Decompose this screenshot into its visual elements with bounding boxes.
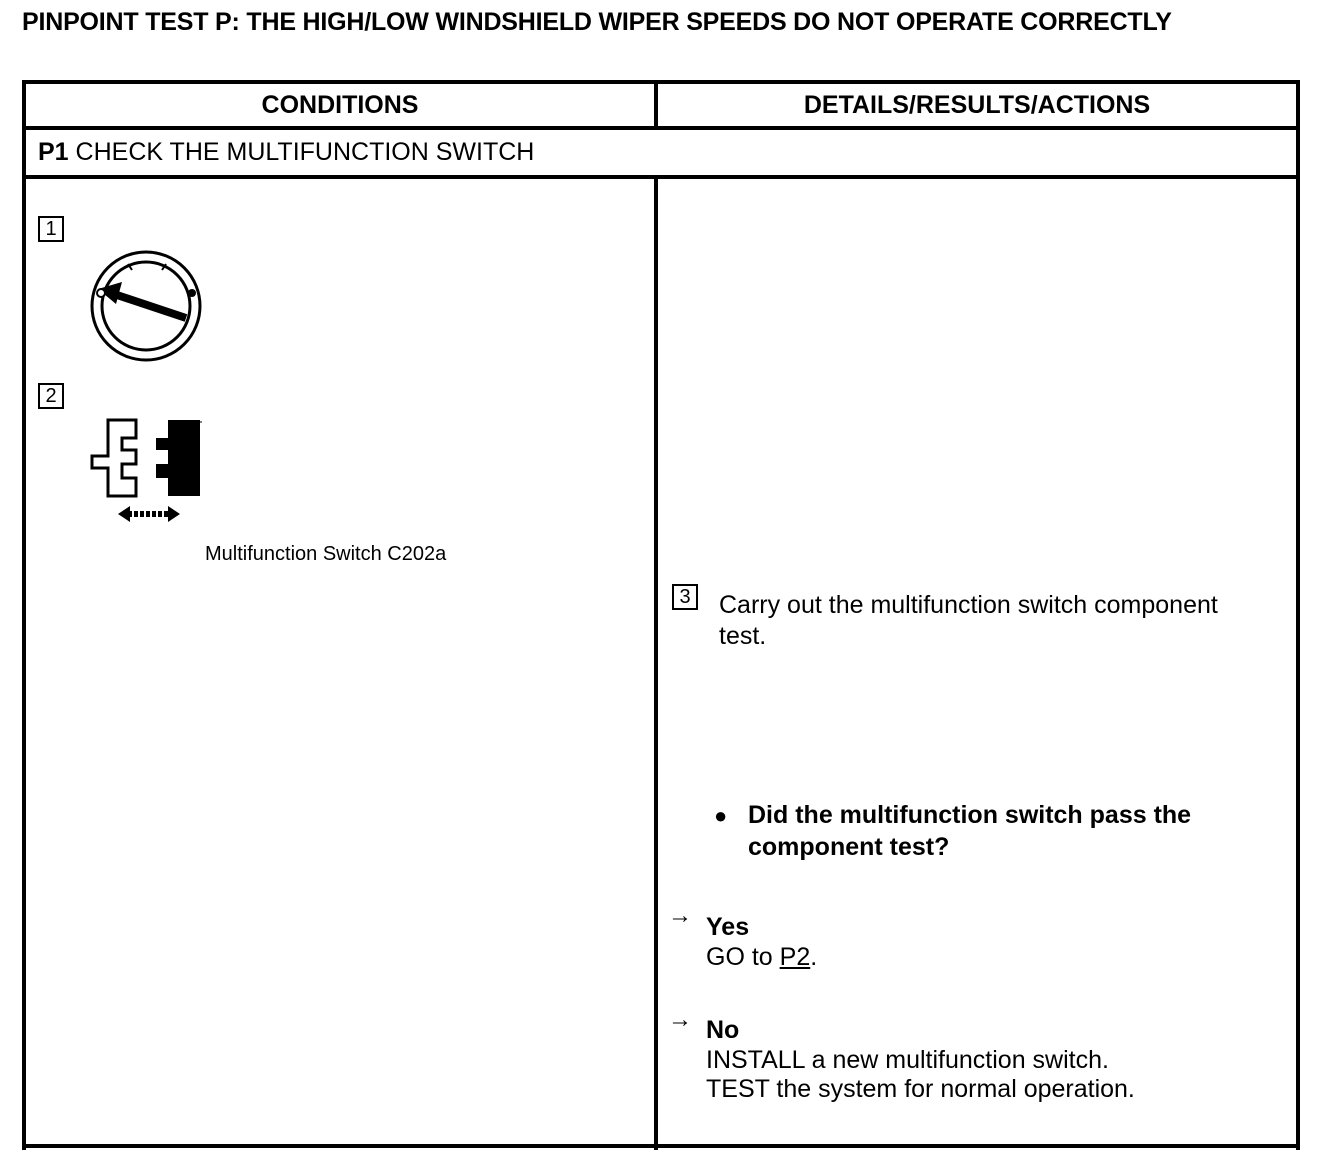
step-2-box: 2 bbox=[38, 383, 64, 409]
page-title: PINPOINT TEST P: THE HIGH/LOW WINDSHIELD WIPER SPEEDS DO NOT OPERATE CORRECTLY bbox=[22, 8, 1172, 36]
yes-suffix: . bbox=[810, 943, 818, 971]
step-3-box: 3 bbox=[672, 584, 698, 610]
step-label: CHECK THE MULTIFUNCTION SWITCH bbox=[75, 138, 535, 166]
column-divider bbox=[654, 175, 658, 1150]
header-details: DETAILS/RESULTS/ACTIONS bbox=[803, 91, 1151, 119]
connector-caption: Multifunction Switch C202a bbox=[205, 543, 447, 565]
no-line1: INSTALL a new multifunction switch. bbox=[706, 1046, 1109, 1074]
yes-action bbox=[706, 942, 817, 973]
yes-arrow-icon: → bbox=[668, 902, 692, 929]
bullet-icon: ● bbox=[714, 803, 728, 828]
ignition-switch-icon bbox=[88, 248, 206, 364]
step-divider bbox=[22, 175, 1300, 179]
step-heading bbox=[38, 138, 534, 167]
no-label: No bbox=[706, 1016, 740, 1044]
no-arrow-icon: → bbox=[668, 1006, 692, 1033]
step-id: P1 bbox=[38, 138, 69, 166]
step-3-text-line2: test. bbox=[719, 622, 767, 650]
question-line1: Did the multifunction switch pass the bbox=[748, 801, 1192, 829]
yes-label: Yes bbox=[706, 913, 750, 941]
go-to-p2-link[interactable]: P2 bbox=[779, 943, 811, 971]
yes-prefix: GO to bbox=[706, 943, 773, 971]
header-conditions: CONDITIONS bbox=[261, 91, 419, 119]
bottom-border bbox=[22, 1144, 1300, 1148]
question-line2: component test? bbox=[748, 833, 950, 861]
step-1-box: 1 bbox=[38, 216, 64, 242]
no-line2: TEST the system for normal operation. bbox=[706, 1075, 1135, 1103]
connector-disconnect-icon bbox=[88, 416, 208, 528]
header-divider bbox=[22, 126, 1300, 130]
step-3-text-line1: Carry out the multifunction switch component bbox=[719, 591, 1218, 619]
